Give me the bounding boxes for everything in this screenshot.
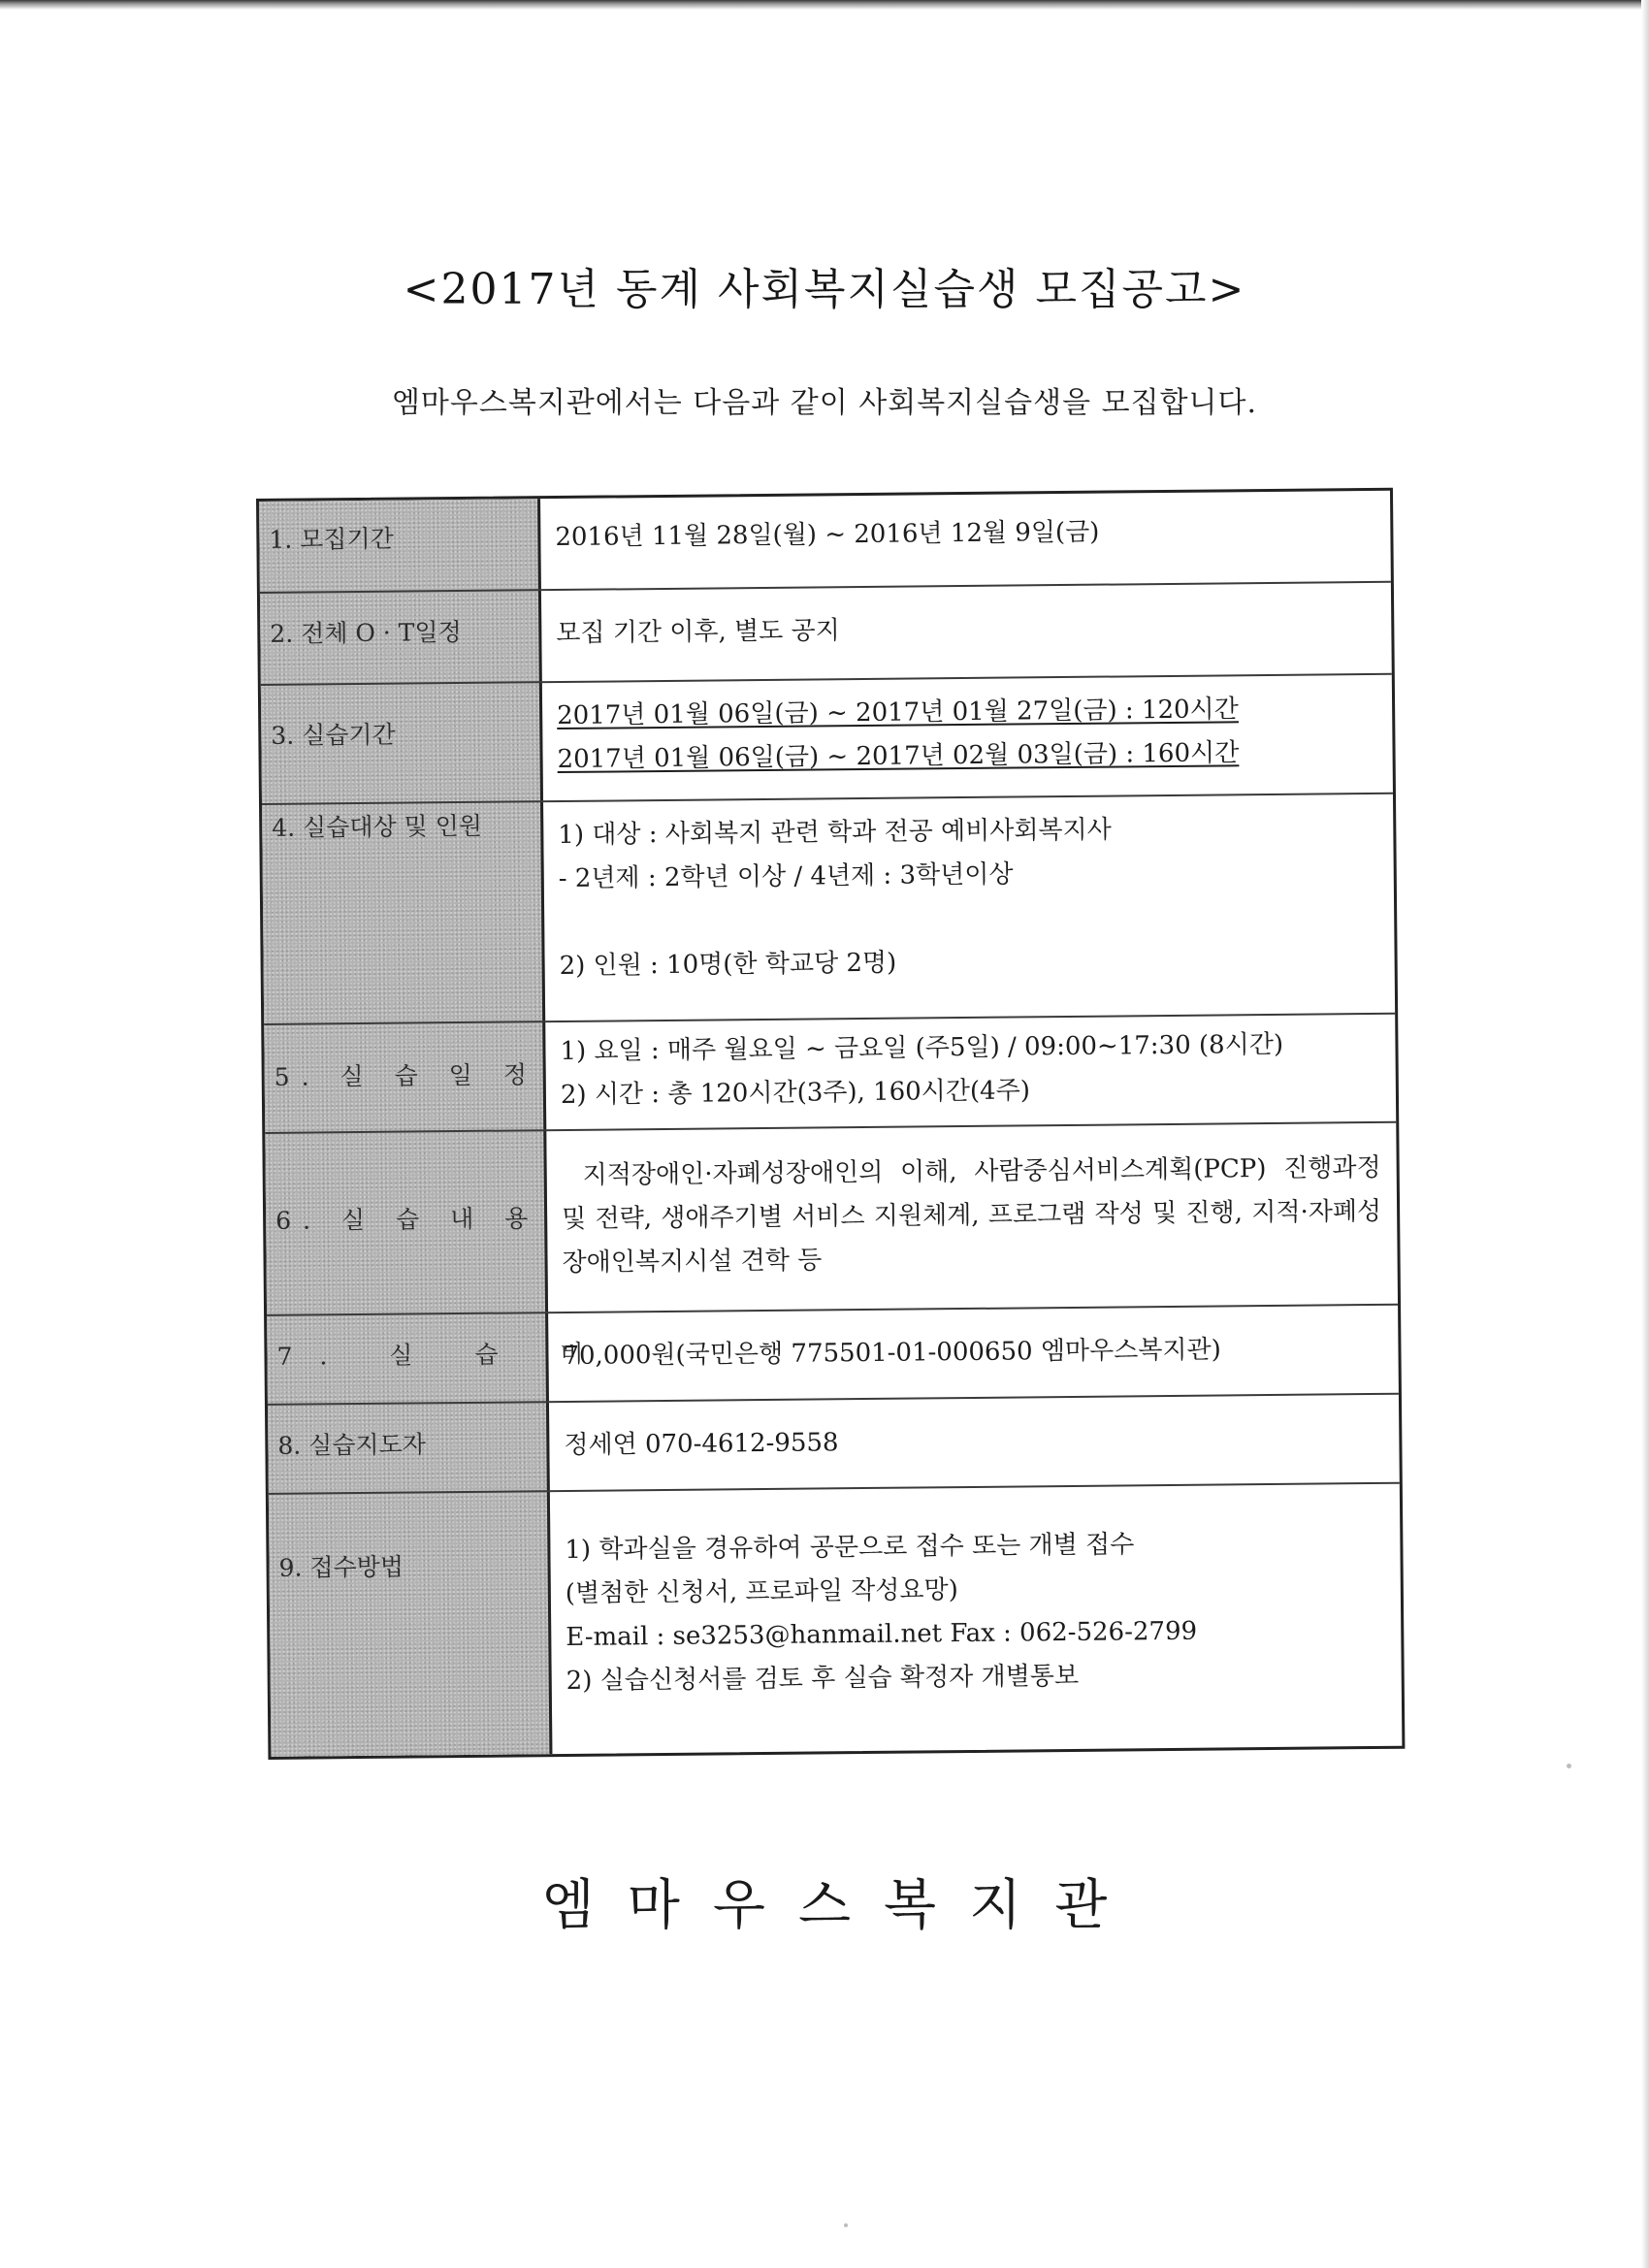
- content-line: 2) 실습신청서를 검토 후 실습 확정자 개별통보: [566, 1661, 1080, 1696]
- scan-edge-top: [0, 0, 1649, 10]
- recruitment-table: [256, 488, 1405, 1760]
- table-row: [264, 1015, 1396, 1134]
- scan-speck: [1567, 1764, 1571, 1768]
- row-content: [558, 806, 1379, 988]
- row-label: 8. 실습지도자: [277, 1430, 427, 1460]
- content-line: - 2년제 : 2학년 이상 / 4년제 : 3학년이상: [558, 859, 1014, 894]
- row-label: 6. 실 습 내 용: [275, 1204, 540, 1235]
- row-label: 3. 실습기간: [271, 720, 396, 750]
- table-row: [269, 1484, 1403, 1757]
- table-row: [260, 583, 1392, 686]
- content-line: 70,000원(국민은행 775501-01-000650 엠마우스복지관): [563, 1335, 1221, 1372]
- content-line: 1) 대상 : 사회복지 관련 학과 전공 예비사회복지사: [558, 815, 1112, 851]
- row-content: [564, 1416, 1383, 1468]
- content-line: 1) 학과실을 경유하여 공문으로 접수 또는 개별 접수: [565, 1530, 1135, 1565]
- table-row: [265, 1123, 1398, 1316]
- row-content: [560, 1022, 1380, 1118]
- content-line: 2017년 01월 06일(금) ~ 2017년 02월 03일(금) : 160시간: [557, 738, 1240, 775]
- scan-speck: [844, 2223, 848, 2227]
- organization-name: 엠마우스복지관: [541, 1874, 1141, 1937]
- content-line: 정세연 070-4612-9558: [564, 1428, 839, 1460]
- content-line: 2016년 11월 28일(월) ~ 2016년 12월 9일(금): [555, 517, 1100, 553]
- content-line: 모집 기간 이후, 별도 공지: [556, 616, 840, 649]
- table-row: [259, 491, 1391, 594]
- row-content: [563, 1327, 1382, 1378]
- content-line: 2) 시간 : 총 120시간(3주), 160시간(4주): [560, 1076, 1031, 1111]
- content-line: (별첨한 신청서, 프로파일 작성요망): [565, 1575, 958, 1608]
- row-label: 5. 실 습 일 정: [274, 1060, 539, 1091]
- content-line: [559, 893, 1378, 945]
- row-label: 7. 실 습 비: [276, 1339, 611, 1371]
- content-line: 2017년 01월 06일(금) ~ 2017년 01월 27일(금) : 120시간: [557, 695, 1239, 731]
- row-content: [565, 1521, 1386, 1703]
- row-content: 지적장애인·자폐성장애인의 이해, 사람중심서비스계획(PCP) 진행과정 및 전략, 생애주기별 서비스 지원체계, 프로그램 작성 및 진행, 지적·자폐성장애인복지시설 견학 등: [562, 1152, 1382, 1279]
- content-line: 2) 인원 : 10명(한 학교당 2명): [559, 948, 897, 982]
- table-row: [268, 1395, 1400, 1495]
- row-content: [557, 687, 1377, 782]
- row-label: 9. 접수방법: [278, 1552, 404, 1582]
- row-label: 2. 전체 O · T일정: [270, 617, 462, 648]
- content-line: E-mail : se3253@hanmail.net Fax : 062-526-2799: [566, 1616, 1198, 1652]
- row-content: [555, 508, 1374, 560]
- document-title: <2017년 동계 사회복지실습생 모집공고>: [403, 265, 1246, 314]
- row-label: 4. 실습대상 및 인원: [272, 811, 483, 842]
- content-line: 1) 요일 : 매주 월요일 ~ 금요일 (주5일) / 09:00~17:30 (8시간): [560, 1029, 1284, 1067]
- table-row: [262, 794, 1395, 1025]
- row-label: 1. 모집기간: [269, 524, 394, 554]
- row-content: [556, 604, 1375, 656]
- table-row: [267, 1306, 1399, 1406]
- table-row: [261, 675, 1393, 805]
- intro-text: 엠마우스복지관에서는 다음과 같이 사회복지실습생을 모집합니다.: [391, 386, 1258, 420]
